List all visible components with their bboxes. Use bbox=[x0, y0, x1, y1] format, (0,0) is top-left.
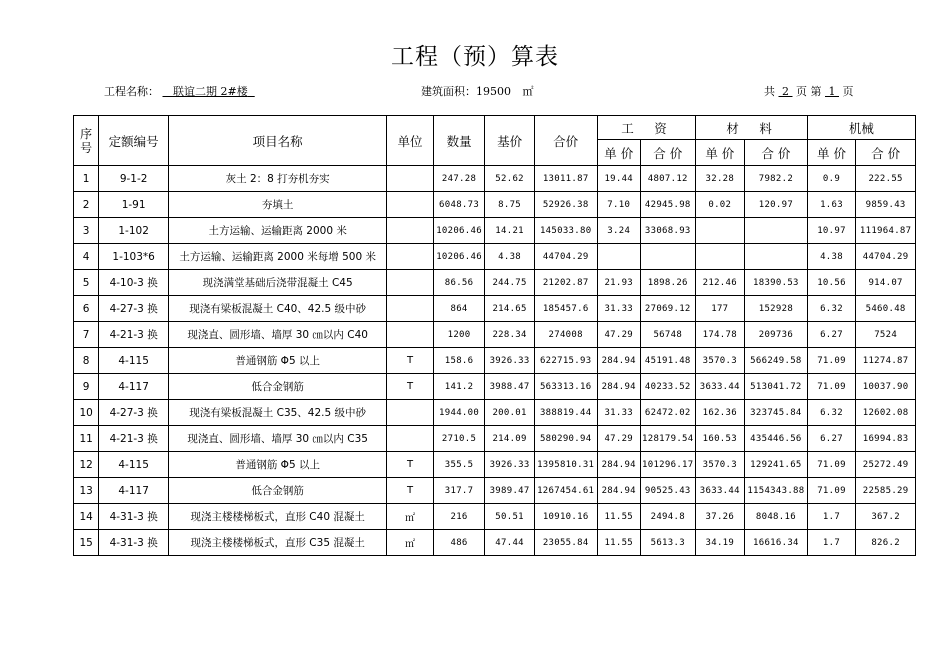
row-base-price: 14.21 bbox=[485, 218, 535, 244]
row-base-price: 8.75 bbox=[485, 192, 535, 218]
row-machine-unit-price: 71.09 bbox=[807, 348, 856, 374]
row-code: 4-10-3 换 bbox=[99, 270, 169, 296]
row-machine-sum-price: 914.07 bbox=[856, 270, 916, 296]
row-qty: 486 bbox=[433, 530, 485, 556]
row-labor-sum-price: 1898.26 bbox=[640, 270, 695, 296]
building-area-line bbox=[421, 83, 534, 99]
table-row bbox=[74, 504, 916, 530]
header-material-sum-price: 合 价 bbox=[745, 140, 808, 166]
row-name: 普通钢筋 Φ5 以上 bbox=[169, 452, 387, 478]
row-qty: 1200 bbox=[433, 322, 485, 348]
row-seq: 9 bbox=[74, 374, 99, 400]
row-total: 10910.16 bbox=[534, 504, 597, 530]
row-labor-unit-price: 47.29 bbox=[597, 322, 640, 348]
row-labor-sum-price: 56748 bbox=[640, 322, 695, 348]
header-name: 项目名称 bbox=[169, 116, 387, 166]
row-base-price: 3926.33 bbox=[485, 452, 535, 478]
table-row bbox=[74, 530, 916, 556]
row-labor-sum-price: 40233.52 bbox=[640, 374, 695, 400]
building-area-value: 建筑面积：19500 bbox=[421, 85, 511, 98]
row-unit: T bbox=[387, 478, 433, 504]
row-material-unit-price: 3633.44 bbox=[695, 478, 745, 504]
table-row bbox=[74, 348, 916, 374]
project-name-value: 联谊二期 2#楼 bbox=[173, 85, 248, 98]
page-count-prefix: 共 bbox=[764, 85, 775, 98]
row-code: 9-1-2 bbox=[99, 166, 169, 192]
row-machine-unit-price: 10.56 bbox=[807, 270, 856, 296]
row-machine-sum-price: 826.2 bbox=[856, 530, 916, 556]
row-base-price: 244.75 bbox=[485, 270, 535, 296]
row-labor-sum-price bbox=[640, 244, 695, 270]
row-unit bbox=[387, 166, 433, 192]
row-material-sum-price: 1154343.88 bbox=[745, 478, 808, 504]
row-labor-sum-price: 27069.12 bbox=[640, 296, 695, 322]
row-base-price: 3989.47 bbox=[485, 478, 535, 504]
row-material-sum-price: 8048.16 bbox=[745, 504, 808, 530]
row-machine-unit-price: 71.09 bbox=[807, 452, 856, 478]
row-labor-unit-price: 284.94 bbox=[597, 452, 640, 478]
row-base-price: 3988.47 bbox=[485, 374, 535, 400]
row-machine-sum-price: 367.2 bbox=[856, 504, 916, 530]
row-total: 44704.29 bbox=[534, 244, 597, 270]
row-unit bbox=[387, 244, 433, 270]
row-qty: 141.2 bbox=[433, 374, 485, 400]
row-unit bbox=[387, 218, 433, 244]
header-qty: 数量 bbox=[433, 116, 485, 166]
row-base-price: 52.62 bbox=[485, 166, 535, 192]
page-count-current: 1 bbox=[828, 85, 836, 98]
row-total: 185457.6 bbox=[534, 296, 597, 322]
row-name: 现浇主楼楼梯板式，直形 C40 混凝土 bbox=[169, 504, 387, 530]
row-qty: 158.6 bbox=[433, 348, 485, 374]
row-base-price: 228.34 bbox=[485, 322, 535, 348]
row-machine-unit-price: 6.32 bbox=[807, 400, 856, 426]
row-unit bbox=[387, 192, 433, 218]
project-name-label: 工程名称： bbox=[104, 85, 159, 98]
row-machine-unit-price: 6.27 bbox=[807, 426, 856, 452]
table-row bbox=[74, 322, 916, 348]
row-total: 52926.38 bbox=[534, 192, 597, 218]
row-machine-sum-price: 222.55 bbox=[856, 166, 916, 192]
row-code: 4-115 bbox=[99, 452, 169, 478]
row-material-sum-price: 435446.56 bbox=[745, 426, 808, 452]
row-labor-unit-price: 7.10 bbox=[597, 192, 640, 218]
row-name: 现浇直、圆形墙、墙厚 30 ㎝以内 C40 bbox=[169, 322, 387, 348]
row-code: 4-27-3 换 bbox=[99, 296, 169, 322]
row-material-sum-price: 513041.72 bbox=[745, 374, 808, 400]
row-material-sum-price: 16616.34 bbox=[745, 530, 808, 556]
row-labor-sum-price: 101296.17 bbox=[640, 452, 695, 478]
row-total: 145033.80 bbox=[534, 218, 597, 244]
row-qty: 10206.46 bbox=[433, 218, 485, 244]
row-machine-sum-price: 7524 bbox=[856, 322, 916, 348]
row-machine-sum-price: 44704.29 bbox=[856, 244, 916, 270]
row-labor-unit-price: 11.55 bbox=[597, 504, 640, 530]
row-total: 23055.84 bbox=[534, 530, 597, 556]
row-seq: 1 bbox=[74, 166, 99, 192]
row-code: 4-21-3 换 bbox=[99, 322, 169, 348]
row-unit: ㎡ bbox=[387, 504, 433, 530]
row-machine-sum-price: 12602.08 bbox=[856, 400, 916, 426]
row-total: 563313.16 bbox=[534, 374, 597, 400]
row-material-unit-price: 177 bbox=[695, 296, 745, 322]
row-labor-sum-price: 128179.54 bbox=[640, 426, 695, 452]
row-code: 1-91 bbox=[99, 192, 169, 218]
row-material-unit-price: 160.53 bbox=[695, 426, 745, 452]
row-unit bbox=[387, 426, 433, 452]
row-qty: 10206.46 bbox=[433, 244, 485, 270]
row-material-unit-price: 34.19 bbox=[695, 530, 745, 556]
row-machine-sum-price: 22585.29 bbox=[856, 478, 916, 504]
project-name-line bbox=[104, 83, 255, 99]
row-labor-sum-price: 45191.48 bbox=[640, 348, 695, 374]
row-machine-unit-price: 1.7 bbox=[807, 504, 856, 530]
row-total: 622715.93 bbox=[534, 348, 597, 374]
row-material-sum-price: 120.97 bbox=[745, 192, 808, 218]
row-unit bbox=[387, 270, 433, 296]
row-name: 现浇直、圆形墙、墙厚 30 ㎝以内 C35 bbox=[169, 426, 387, 452]
row-code: 4-117 bbox=[99, 374, 169, 400]
row-base-price: 214.09 bbox=[485, 426, 535, 452]
table-row bbox=[74, 218, 916, 244]
table-body bbox=[74, 166, 916, 556]
row-labor-sum-price: 62472.02 bbox=[640, 400, 695, 426]
row-name: 土方运输、运输距离 2000 米每增 500 米 bbox=[169, 244, 387, 270]
table-row bbox=[74, 374, 916, 400]
row-labor-unit-price bbox=[597, 244, 640, 270]
header-labor: 工 资 bbox=[597, 116, 695, 140]
table-row bbox=[74, 478, 916, 504]
row-name: 低合金钢筋 bbox=[169, 478, 387, 504]
row-machine-sum-price: 25272.49 bbox=[856, 452, 916, 478]
row-labor-unit-price: 47.29 bbox=[597, 426, 640, 452]
row-unit bbox=[387, 400, 433, 426]
row-material-unit-price: 212.46 bbox=[695, 270, 745, 296]
row-code: 1-102 bbox=[99, 218, 169, 244]
header-total: 合价 bbox=[534, 116, 597, 166]
header-material: 材 料 bbox=[695, 116, 807, 140]
row-unit: T bbox=[387, 348, 433, 374]
row-material-sum-price: 152928 bbox=[745, 296, 808, 322]
row-code: 4-31-3 换 bbox=[99, 504, 169, 530]
row-labor-unit-price: 21.93 bbox=[597, 270, 640, 296]
row-labor-unit-price: 19.44 bbox=[597, 166, 640, 192]
row-machine-unit-price: 6.32 bbox=[807, 296, 856, 322]
row-name: 灰土 2：8 打夯机夯实 bbox=[169, 166, 387, 192]
page-count-line bbox=[764, 83, 854, 99]
row-name: 土方运输、运输距离 2000 米 bbox=[169, 218, 387, 244]
row-code: 4-21-3 换 bbox=[99, 426, 169, 452]
row-material-unit-price: 3570.3 bbox=[695, 348, 745, 374]
table-row bbox=[74, 452, 916, 478]
table-row bbox=[74, 166, 916, 192]
header-base-price: 基价 bbox=[485, 116, 535, 166]
row-seq: 6 bbox=[74, 296, 99, 322]
row-machine-unit-price: 6.27 bbox=[807, 322, 856, 348]
row-machine-sum-price: 16994.83 bbox=[856, 426, 916, 452]
header-machine: 机械 bbox=[807, 116, 915, 140]
row-code: 4-31-3 换 bbox=[99, 530, 169, 556]
row-unit: T bbox=[387, 452, 433, 478]
table-row bbox=[74, 270, 916, 296]
row-name: 现浇有梁板混凝土 C40、42.5 级中砂 bbox=[169, 296, 387, 322]
table-row bbox=[74, 192, 916, 218]
row-material-unit-price: 174.78 bbox=[695, 322, 745, 348]
header-machine-unit-price: 单 价 bbox=[807, 140, 856, 166]
row-labor-unit-price: 3.24 bbox=[597, 218, 640, 244]
row-labor-unit-price: 284.94 bbox=[597, 348, 640, 374]
row-material-unit-price bbox=[695, 218, 745, 244]
row-labor-sum-price: 4807.12 bbox=[640, 166, 695, 192]
row-qty: 6048.73 bbox=[433, 192, 485, 218]
table-row bbox=[74, 400, 916, 426]
header-labor-sum-price: 合 价 bbox=[640, 140, 695, 166]
row-qty: 864 bbox=[433, 296, 485, 322]
row-machine-sum-price: 11274.87 bbox=[856, 348, 916, 374]
header-labor-unit-price: 单 价 bbox=[597, 140, 640, 166]
row-base-price: 50.51 bbox=[485, 504, 535, 530]
row-qty: 216 bbox=[433, 504, 485, 530]
row-qty: 86.56 bbox=[433, 270, 485, 296]
row-machine-sum-price: 111964.87 bbox=[856, 218, 916, 244]
row-qty: 2710.5 bbox=[433, 426, 485, 452]
row-labor-sum-price: 42945.98 bbox=[640, 192, 695, 218]
row-base-price: 214.65 bbox=[485, 296, 535, 322]
row-labor-sum-price: 90525.43 bbox=[640, 478, 695, 504]
row-code: 4-115 bbox=[99, 348, 169, 374]
row-name: 现浇满堂基础后浇带混凝土 C45 bbox=[169, 270, 387, 296]
row-material-unit-price: 37.26 bbox=[695, 504, 745, 530]
row-code: 4-27-3 换 bbox=[99, 400, 169, 426]
row-material-unit-price bbox=[695, 244, 745, 270]
row-seq: 8 bbox=[74, 348, 99, 374]
row-seq: 12 bbox=[74, 452, 99, 478]
row-seq: 2 bbox=[74, 192, 99, 218]
header-machine-sum-price: 合 价 bbox=[856, 140, 916, 166]
header-material-unit-price: 单 价 bbox=[695, 140, 745, 166]
page-title: 工程（预）算表 bbox=[391, 44, 559, 70]
row-seq: 13 bbox=[74, 478, 99, 504]
row-seq: 4 bbox=[74, 244, 99, 270]
row-material-sum-price bbox=[745, 218, 808, 244]
row-seq: 11 bbox=[74, 426, 99, 452]
row-unit: T bbox=[387, 374, 433, 400]
row-base-price: 47.44 bbox=[485, 530, 535, 556]
row-name: 现浇主楼楼梯板式，直形 C35 混凝土 bbox=[169, 530, 387, 556]
row-unit bbox=[387, 322, 433, 348]
row-labor-sum-price: 33068.93 bbox=[640, 218, 695, 244]
row-machine-unit-price: 71.09 bbox=[807, 478, 856, 504]
row-seq: 3 bbox=[74, 218, 99, 244]
row-base-price: 200.01 bbox=[485, 400, 535, 426]
row-material-sum-price: 7982.2 bbox=[745, 166, 808, 192]
row-seq: 14 bbox=[74, 504, 99, 530]
row-labor-sum-price: 2494.8 bbox=[640, 504, 695, 530]
row-labor-unit-price: 31.33 bbox=[597, 296, 640, 322]
row-code: 4-117 bbox=[99, 478, 169, 504]
row-seq: 7 bbox=[74, 322, 99, 348]
row-qty: 247.28 bbox=[433, 166, 485, 192]
row-total: 13011.87 bbox=[534, 166, 597, 192]
row-material-unit-price: 3570.3 bbox=[695, 452, 745, 478]
table-row bbox=[74, 296, 916, 322]
page-count-suffix: 页 bbox=[842, 85, 854, 98]
row-machine-unit-price: 4.38 bbox=[807, 244, 856, 270]
row-machine-unit-price: 71.09 bbox=[807, 374, 856, 400]
row-labor-unit-price: 284.94 bbox=[597, 478, 640, 504]
estimate-table bbox=[73, 115, 916, 556]
row-qty: 1944.00 bbox=[433, 400, 485, 426]
row-name: 低合金钢筋 bbox=[169, 374, 387, 400]
row-material-sum-price: 566249.58 bbox=[745, 348, 808, 374]
row-material-sum-price: 323745.84 bbox=[745, 400, 808, 426]
row-material-unit-price: 3633.44 bbox=[695, 374, 745, 400]
row-labor-sum-price: 5613.3 bbox=[640, 530, 695, 556]
row-machine-unit-price: 10.97 bbox=[807, 218, 856, 244]
row-machine-unit-price: 1.7 bbox=[807, 530, 856, 556]
row-machine-unit-price: 1.63 bbox=[807, 192, 856, 218]
header-seq: 序号 bbox=[74, 116, 99, 166]
header-code: 定额编号 bbox=[99, 116, 169, 166]
row-material-sum-price: 18390.53 bbox=[745, 270, 808, 296]
row-material-sum-price bbox=[745, 244, 808, 270]
row-total: 274008 bbox=[534, 322, 597, 348]
row-code: 1-103*6 bbox=[99, 244, 169, 270]
row-seq: 10 bbox=[74, 400, 99, 426]
row-unit: ㎡ bbox=[387, 530, 433, 556]
row-material-unit-price: 0.02 bbox=[695, 192, 745, 218]
row-material-unit-price: 32.28 bbox=[695, 166, 745, 192]
row-labor-unit-price: 11.55 bbox=[597, 530, 640, 556]
row-name: 夯填土 bbox=[169, 192, 387, 218]
row-name: 现浇有梁板混凝土 C35、42.5 级中砂 bbox=[169, 400, 387, 426]
row-material-sum-price: 129241.65 bbox=[745, 452, 808, 478]
row-material-unit-price: 162.36 bbox=[695, 400, 745, 426]
header-unit: 单位 bbox=[387, 116, 433, 166]
building-area-unit: ㎡ bbox=[522, 85, 534, 98]
row-seq: 5 bbox=[74, 270, 99, 296]
row-total: 388819.44 bbox=[534, 400, 597, 426]
row-total: 1395810.31 bbox=[534, 452, 597, 478]
page-count-mid: 页 第 bbox=[796, 85, 822, 98]
row-unit bbox=[387, 296, 433, 322]
table-row bbox=[74, 244, 916, 270]
row-total: 21202.87 bbox=[534, 270, 597, 296]
row-machine-sum-price: 10037.90 bbox=[856, 374, 916, 400]
row-seq: 15 bbox=[74, 530, 99, 556]
row-labor-unit-price: 31.33 bbox=[597, 400, 640, 426]
row-machine-unit-price: 0.9 bbox=[807, 166, 856, 192]
row-name: 普通钢筋 Φ5 以上 bbox=[169, 348, 387, 374]
row-total: 1267454.61 bbox=[534, 478, 597, 504]
row-labor-unit-price: 284.94 bbox=[597, 374, 640, 400]
row-qty: 317.7 bbox=[433, 478, 485, 504]
row-machine-sum-price: 9859.43 bbox=[856, 192, 916, 218]
page-count-total: 2 bbox=[782, 85, 789, 98]
row-material-sum-price: 209736 bbox=[745, 322, 808, 348]
row-qty: 355.5 bbox=[433, 452, 485, 478]
row-total: 580290.94 bbox=[534, 426, 597, 452]
row-base-price: 3926.33 bbox=[485, 348, 535, 374]
row-machine-sum-price: 5460.48 bbox=[856, 296, 916, 322]
table-row bbox=[74, 426, 916, 452]
row-base-price: 4.38 bbox=[485, 244, 535, 270]
